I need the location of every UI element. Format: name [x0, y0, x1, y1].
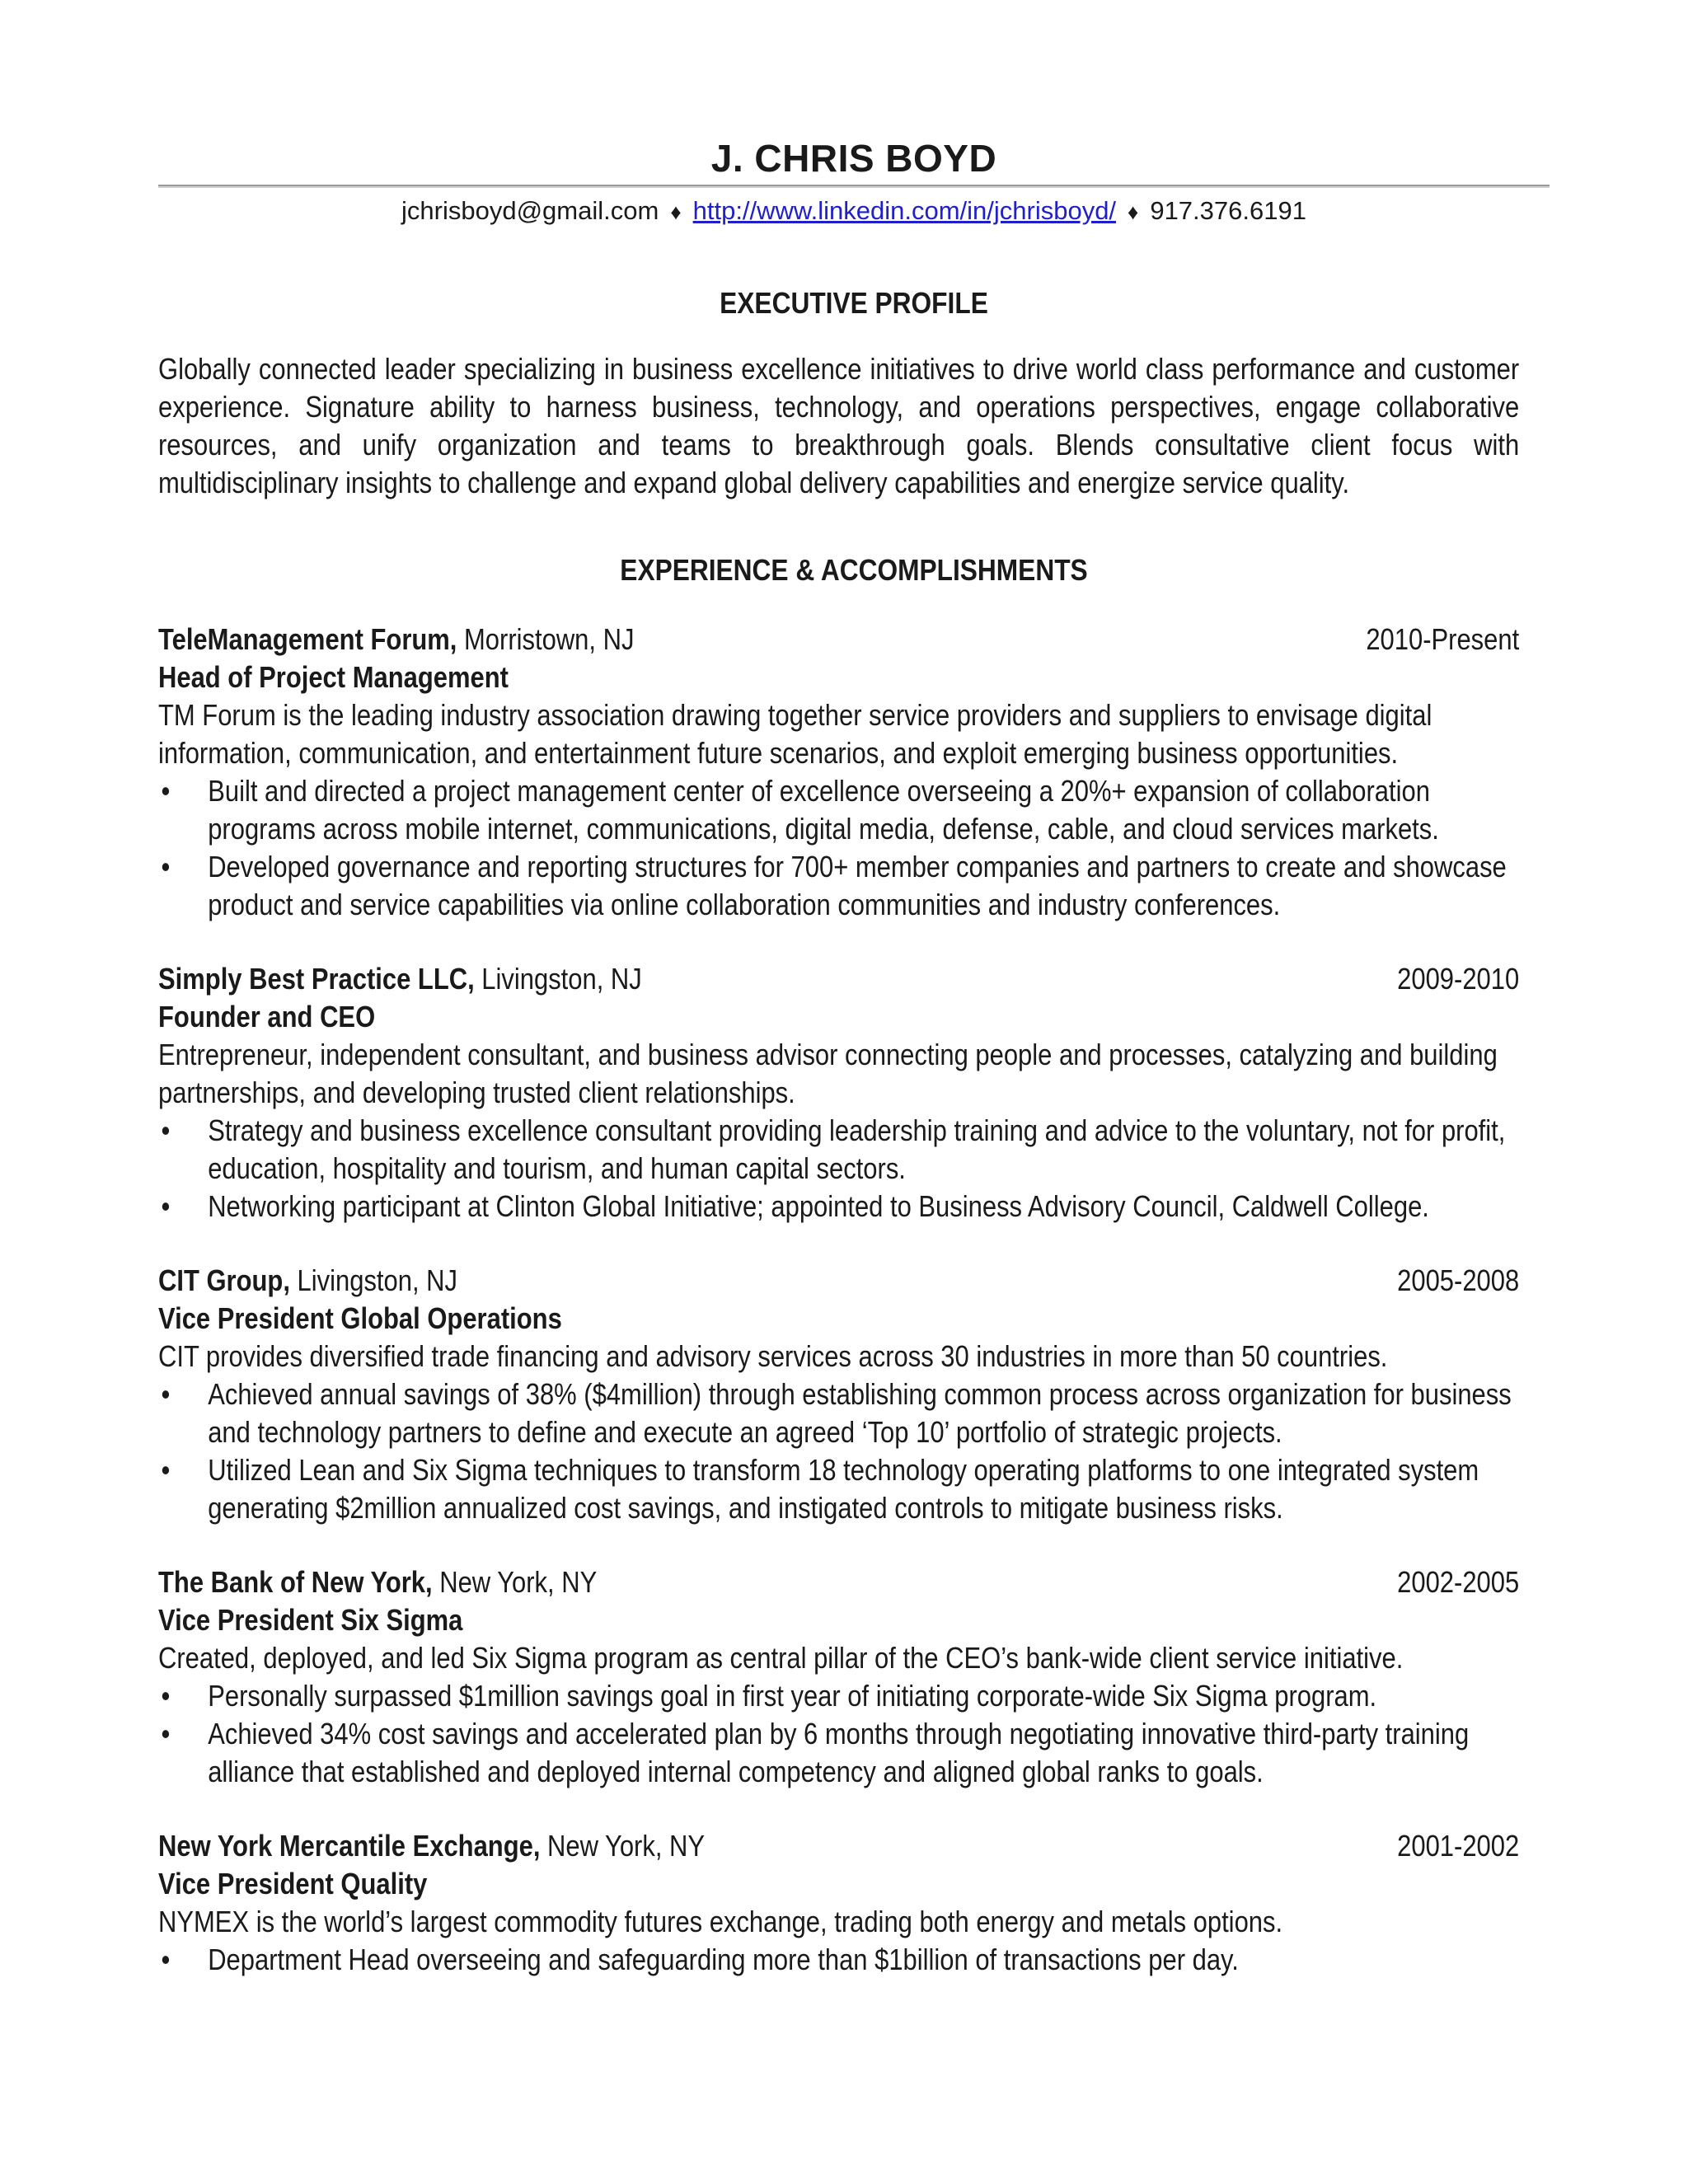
accomplishment-text: Personally surpassed $1million savings goal in first year of initiating corporate-wide Six Sigma program.	[208, 1679, 1377, 1713]
accomplishment-text: Achieved 34% cost savings and accelerated plan by 6 months through negotiating innovative third-party training alliance that established and deployed internal competency and aligned global ranks to goals.	[208, 1717, 1470, 1788]
accomplishment-text: Built and directed a project management center of excellence overseeing a 20%+ expansion of collaboration programs across mobile internet, communications, digital media, defense, cable, and cloud services markets.	[208, 774, 1439, 846]
job-dates: 2005-2008	[1397, 1263, 1520, 1297]
accomplishment-item	[158, 1376, 1519, 1451]
company-location: Livingston, NJ	[289, 1263, 458, 1297]
contact-line	[158, 191, 1550, 232]
job-entry	[158, 1563, 1550, 1791]
job-employer	[158, 960, 642, 998]
accomplishment-list	[158, 1112, 1519, 1226]
bullet-icon: •	[161, 1943, 171, 1976]
accomplishment-text: Strategy and business excellence consultant providing leadership training and advice to the voluntary, not for profit, education, hospitality and tourism, and human capital sectors.	[208, 1113, 1506, 1185]
profile-summary: Globally connected leader specializing in business excellence initiatives to drive world class performance and customer experience. Signature ability to harness business, technology, and operations perspectives, engage collaborative resources, and unify organization and teams to breakthrough goals. Blends consultative client focus with multidisciplinary insights to challenge and expand global delivery capabilities and energize service quality.	[158, 352, 1520, 499]
experience-heading: EXPERIENCE & ACCOMPLISHMENTS	[620, 553, 1088, 587]
diamond-icon: ♦	[1128, 199, 1139, 224]
accomplishment-item	[158, 1188, 1519, 1226]
accomplishment-item	[158, 772, 1519, 848]
job-description: NYMEX is the world’s largest commodity futures exchange, trading both energy and metals options.	[158, 1905, 1283, 1938]
job-header	[158, 1563, 1519, 1601]
job-title: Vice President Six Sigma	[158, 1603, 463, 1637]
job-dates: 2002-2005	[1397, 1565, 1520, 1599]
job-description: Created, deployed, and led Six Sigma program as central pillar of the CEO’s bank-wide client service initiative.	[158, 1641, 1404, 1675]
company-location: New York, NY	[432, 1565, 598, 1599]
accomplishment-item	[158, 1112, 1519, 1188]
accomplishment-list	[158, 1677, 1519, 1791]
company-name: New York Mercantile Exchange,	[158, 1829, 541, 1863]
job-header	[158, 621, 1519, 658]
email-text[interactable]: jchrisboyd@gmail.com	[401, 196, 659, 225]
job-entry	[158, 621, 1550, 924]
accomplishment-list	[158, 1376, 1519, 1527]
company-location: Livingston, NJ	[474, 962, 642, 996]
job-description: Entrepreneur, independent consultant, and business advisor connecting people and processes, catalyzing and building partnerships, and developing trusted client relationships.	[158, 1038, 1498, 1109]
accomplishment-text: Achieved annual savings of 38% ($4million) through establishing common process across organization for business and technology partners to define and execute an agreed ‘Top 10’ portfolio of strategic projects.	[208, 1377, 1512, 1449]
bullet-icon: •	[161, 1189, 171, 1223]
header-divider	[158, 185, 1550, 188]
accomplishment-text: Department Head overseeing and safeguarding more than $1billion of transactions per day.	[208, 1943, 1239, 1976]
accomplishment-text: Utilized Lean and Six Sigma techniques to transform 18 technology operating platforms to one integrated system generating $2million annualized cost savings, and instigated controls to mitigate business risks.	[208, 1453, 1479, 1525]
accomplishment-item	[158, 1715, 1519, 1791]
accomplishment-item	[158, 848, 1519, 924]
accomplishment-item	[158, 1451, 1519, 1527]
company-name: The Bank of New York,	[158, 1565, 433, 1599]
company-name: Simply Best Practice LLC,	[158, 962, 475, 996]
job-header	[158, 1262, 1519, 1300]
job-entry	[158, 960, 1550, 1226]
job-entry	[158, 1262, 1550, 1527]
bullet-icon: •	[161, 1113, 171, 1147]
candidate-name: J. CHRIS BOYD	[710, 137, 997, 180]
job-header	[158, 1827, 1519, 1865]
job-employer	[158, 1827, 705, 1865]
job-employer	[158, 621, 634, 658]
job-dates: 2010-Present	[1366, 622, 1520, 656]
bullet-icon: •	[161, 1717, 171, 1750]
job-dates: 2009-2010	[1397, 962, 1520, 996]
job-description: CIT provides diversified trade financing and advisory services across 30 industries in more than 50 countries.	[158, 1339, 1388, 1373]
bullet-icon: •	[161, 1453, 171, 1487]
job-title: Vice President Quality	[158, 1867, 428, 1900]
job-title: Vice President Global Operations	[158, 1301, 562, 1335]
job-entry	[158, 1827, 1550, 1979]
bullet-icon: •	[161, 1377, 171, 1411]
accomplishment-item	[158, 1677, 1519, 1715]
job-dates: 2001-2002	[1397, 1829, 1520, 1863]
accomplishment-text: Networking participant at Clinton Global Initiative; appointed to Business Advisory Council, Caldwell College.	[208, 1189, 1429, 1223]
bullet-icon: •	[161, 774, 171, 808]
company-name: TeleManagement Forum,	[158, 622, 457, 656]
job-title: Founder and CEO	[158, 1000, 376, 1033]
company-name: CIT Group,	[158, 1263, 290, 1297]
profile-heading: EXECUTIVE PROFILE	[720, 286, 988, 320]
accomplishment-list	[158, 1941, 1519, 1979]
job-description: TM Forum is the leading industry association drawing together service providers and suppliers to envisage digital information, communication, and entertainment future scenarios, and exploit emerging business opportunities.	[158, 698, 1432, 770]
company-location: New York, NY	[540, 1829, 706, 1863]
phone-text: 917.376.6191	[1150, 196, 1306, 225]
bullet-icon: •	[161, 1679, 171, 1713]
accomplishment-item	[158, 1941, 1519, 1979]
linkedin-link[interactable]: http://www.linkedin.com/in/jchrisboyd/	[692, 196, 1117, 225]
job-employer	[158, 1563, 597, 1601]
job-title: Head of Project Management	[158, 660, 509, 694]
job-header	[158, 960, 1519, 998]
accomplishment-list	[158, 772, 1519, 924]
accomplishment-text: Developed governance and reporting structures for 700+ member companies and partners to create and showcase product and service capabilities via online collaboration communities and industry conferences.	[208, 850, 1507, 921]
diamond-icon: ♦	[670, 199, 682, 224]
bullet-icon: •	[161, 850, 171, 883]
company-location: Morristown, NJ	[457, 622, 635, 656]
job-employer	[158, 1262, 457, 1300]
